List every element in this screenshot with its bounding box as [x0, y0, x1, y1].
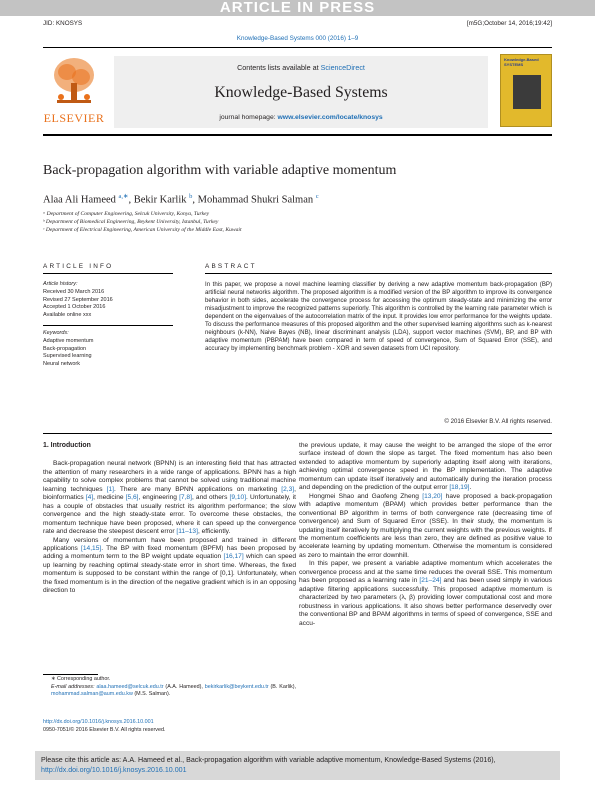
article-title: Back-propagation algorithm with variable adaptive momentum	[43, 163, 397, 178]
reference-link[interactable]: [18,19]	[449, 484, 470, 492]
text-run: the previous update, it may cause the weight to be arranged the slope of the error surface instead of down the slope as target. The fixed momentum has also been extended to adaptive momentum by superiorly adapting itself along with iterations, achieving optimal convergence speed in the BP implementation. The adaptive momentum can update itself iteratively and automatically during the iteration process and depending on the prediction of the output error	[299, 442, 552, 492]
email-addresses	[43, 684, 296, 699]
paragraph	[299, 560, 552, 628]
text-run: Many versions of momentum have been proposed and trained in different applications	[43, 536, 296, 552]
banner-text: ARTICLE IN PRESS	[219, 0, 376, 16]
footnote-rule	[43, 674, 98, 675]
text-run: , medicine	[93, 494, 126, 502]
reference-link[interactable]: [1]	[106, 485, 115, 493]
cover-title: Knowledge-Based SYSTEMS	[504, 57, 539, 67]
journal-id: JID: KNOSYS	[43, 20, 83, 27]
cover-image	[513, 75, 541, 109]
paragraph	[299, 493, 552, 561]
reference-link[interactable]: [2,3]	[281, 485, 295, 493]
contents-line	[114, 63, 488, 72]
affiliation-list	[43, 211, 242, 235]
email-owner: (B. Karlik),	[268, 683, 296, 690]
article-info	[43, 281, 173, 369]
text-run: which can speed up learning by reaching optimal steady-state error in short time. Whereas, the fixed momentum is supposed to be constant within the range of [0,1]. Unfortunately, when the fixed momentum is in the direction of the negative gradient which is in an opposing direction to	[43, 553, 297, 595]
reference-link[interactable]: [16,17]	[223, 553, 244, 561]
reference-link[interactable]: [13,20]	[422, 492, 443, 500]
text-run: , efficiently.	[197, 528, 231, 536]
masthead-divider	[43, 134, 552, 136]
text-run: and has been used simply in various adaptive filtering applications successfully. This proposed adaptive momentum is characterized by two parameters (λ, β) providing lower computational cost and more robustness in various applications. It also shows better performance deservedly over the conventional BP and BPAM algorithms in terms of speed of convergence, SSE and accu-	[299, 577, 552, 627]
corresponding-author-note: ∗ Corresponding author.	[51, 676, 111, 682]
intro-right-text	[299, 442, 552, 628]
homepage-prefix: journal homepage:	[219, 114, 276, 121]
author-name: Bekir Karlik	[133, 194, 187, 206]
doi-link[interactable]: http://dx.doi.org/10.1016/j.knosys.2016.10.001	[43, 719, 154, 725]
author-affiliation-mark[interactable]: a,∗	[118, 193, 129, 200]
intro-left-text	[43, 460, 296, 595]
journal-cover-thumbnail[interactable]	[500, 54, 552, 127]
affiliation: ᶜ Department of Electrical Engineering, American University of the Middle East, Kuwait	[43, 226, 242, 233]
build-stamp: [m5G;October 14, 2016;19:42]	[466, 20, 552, 27]
text-run: have proposed a back-propagation with adaptive momentum (BPAM) which provides better performance than the conventional BP algorithm in terms of both convergence rate (decreasing time of convergence) and Sum of Squared Error (SSE). In their study, the momentum is updating itself iteratively by multiplying the current weights with the previous weights. If the momentum coefficients are less than zero, they are defined as positive value to accelerate learning by updating momentum. Otherwise the momentum is considered as zero to maintain the error downhill.	[299, 492, 552, 559]
abstract-bottom-rule	[43, 433, 552, 434]
text-run: . Unfortunately, it has a couple of obstacles that usually restrict its algorithm performance; the slow convergence and the high steady-state error. To overcome these obstacles, the momentum technique have been proposed, where it can speed up the convergence rate and decrease the steepest descent error	[43, 494, 296, 536]
abstract-text: In this paper, we propose a novel machine learning classifier by deriving a new adaptive momentum back-propagation (BP) artificial neural networks algorithm. The proposed algorithm is a modified version of the BP algorithm to improve its convergence behavior in both sides, accelerate the convergence process for accessing the optimum steady-state and minimizing the error misadjustment to improve the recognized patterns superiorly. This algorithm is controlled by the learning rate parameter which is dependent on the eigenvalues of the autocorrelation matrix of the input. It provides low error performance for the weights update. To discuss the performance measures of this proposed algorithm and the other supervised learning algorithms such as k-nearest neighbours (k-NN), Naive Bayes (NB), linear discriminant analysis (LDA), support vector machines (SVM), BP, and BP with adaptive momentum (PBPAM) have been compared in term of speed of convergence, Sum of Squared Error (SSE), and accuracy by implementing benchmark problem - XOR and seven datasets from UCI repository.	[205, 281, 552, 353]
sciencedirect-link[interactable]: ScienceDirect	[320, 63, 365, 72]
affiliation: ᵇ Department of Biomedical Engineering, Beykent University, Istanbul, Turkey	[43, 218, 219, 225]
history-item: Received 30 March 2016	[43, 288, 105, 295]
email-link[interactable]: bekirkarlik@beykent.edu.tr	[204, 683, 269, 690]
masthead	[114, 56, 488, 128]
reference-link[interactable]: [14,15]	[81, 544, 102, 552]
reference-link[interactable]: [7,8]	[179, 494, 192, 502]
article-info-label: ARTICLE INFO	[43, 263, 114, 270]
author-affiliation-mark[interactable]: b	[189, 193, 193, 200]
paragraph	[43, 537, 296, 596]
author-list: Alaa Ali Hameed $^{a,∗}$, Bekir Karlik $^b$, Mohammad Shukri Salman $^c$	[43, 193, 319, 206]
email-prefix: E-mail addresses:	[51, 683, 95, 690]
keyword: Back-propagation	[43, 345, 87, 352]
affiliation: ᵃ Department of Computer Engineering, Selcuk University, Konya, Turkey	[43, 211, 210, 217]
citation-text: Please cite this article as: A.A. Hameed et al., Back-propagation algorithm with variable adaptive momentum, Knowledge-Based Systems (2016),	[41, 756, 496, 764]
homepage-link[interactable]: www.elsevier.com/locate/knosys	[277, 114, 383, 121]
history-item: Accepted 1 October 2016	[43, 304, 106, 311]
paragraph	[43, 460, 296, 536]
header-divider	[43, 47, 552, 48]
abstract-label: ABSTRACT	[205, 263, 257, 270]
keyword: Supervised learning	[43, 353, 92, 360]
text-run: , engineering	[138, 494, 180, 502]
author-affiliation-mark[interactable]: c	[315, 193, 319, 200]
text-run: In this paper, we present a variable adaptive momentum which accelerates the convergence process and at the same time reduces the overall SSE. This momentum has been proposed as a learning rate in	[299, 560, 552, 585]
citation-box	[35, 751, 560, 780]
reference-link[interactable]: [5,6]	[125, 494, 139, 502]
text-run: . The BP with fixed momentum (BPFM) has been proposed by adding a momentum term to the BP weight update equation	[43, 544, 297, 561]
publisher-name: ELSEVIER	[43, 111, 105, 125]
section-heading: 1. Introduction	[43, 442, 91, 449]
article-info-rule	[43, 273, 173, 274]
article-in-press-banner	[0, 0, 595, 16]
keyword: Adaptive momentum	[43, 337, 94, 344]
history-item: Available online xxx	[43, 312, 92, 319]
text-run: Back-propagation neural network (BPNN) is an interesting field that has attracted the attention of many researchers in a wide range of applications. BPNN has a high capability to solve complex problems that cannot be solved using traditional machine learning techniques	[43, 460, 296, 493]
paragraph	[299, 442, 552, 493]
abstract-rule	[205, 273, 552, 274]
homepage-line	[114, 114, 488, 121]
email-link[interactable]: alaa.hameed@selcuk.edu.tr	[96, 683, 164, 690]
keyword: Neural network	[43, 361, 80, 368]
keywords-heading: Keywords:	[43, 329, 69, 336]
journal-citation-link[interactable]: Knowledge-Based Systems 000 (2016) 1–9	[236, 35, 359, 42]
email-owner: (M.S. Salman).	[132, 691, 171, 697]
reference-link[interactable]: [9,10]	[229, 494, 247, 502]
info-divider	[43, 325, 173, 326]
footnote	[43, 676, 296, 699]
issn-line: 0950-7051/© 2016 Elsevier B.V. All rights reserved.	[43, 726, 166, 733]
history-item: Revised 27 September 2016	[43, 296, 113, 303]
elsevier-logo[interactable]	[43, 53, 105, 125]
citation-doi-link[interactable]: http://dx.doi.org/10.1016/j.knosys.2016.10.001	[41, 766, 187, 774]
text-run: . There are many BPNN applications on marketing	[114, 485, 282, 493]
reference-link[interactable]: [11–13]	[176, 528, 198, 536]
elsevier-tree-icon	[51, 55, 97, 107]
text-run: , bioinformatics	[43, 485, 296, 502]
intro-right-column	[299, 442, 552, 628]
doi-block	[43, 719, 165, 734]
intro-left-column	[43, 442, 296, 596]
email-link[interactable]: mohammad.salman@aum.edu.kw	[51, 691, 133, 697]
copyright-notice: © 2016 Elsevier B.V. All rights reserved.	[444, 418, 552, 425]
reference-link[interactable]: [4]	[85, 494, 94, 502]
text-run: , and others	[191, 494, 230, 502]
journal-title: Knowledge-Based Systems	[214, 84, 388, 101]
contents-prefix: Contents lists available at	[237, 63, 319, 72]
author-name: Mohammad Shukri Salman	[197, 194, 314, 206]
text-run: Hongmei Shao and Gaofeng Zheng	[309, 492, 423, 500]
author-name: Alaa Ali Hameed	[43, 194, 116, 206]
reference-link[interactable]: [21–24]	[419, 577, 442, 585]
email-owner: (A.A. Hameed),	[163, 683, 203, 690]
history-heading: Article history:	[43, 281, 78, 287]
text-run: .	[469, 484, 472, 492]
